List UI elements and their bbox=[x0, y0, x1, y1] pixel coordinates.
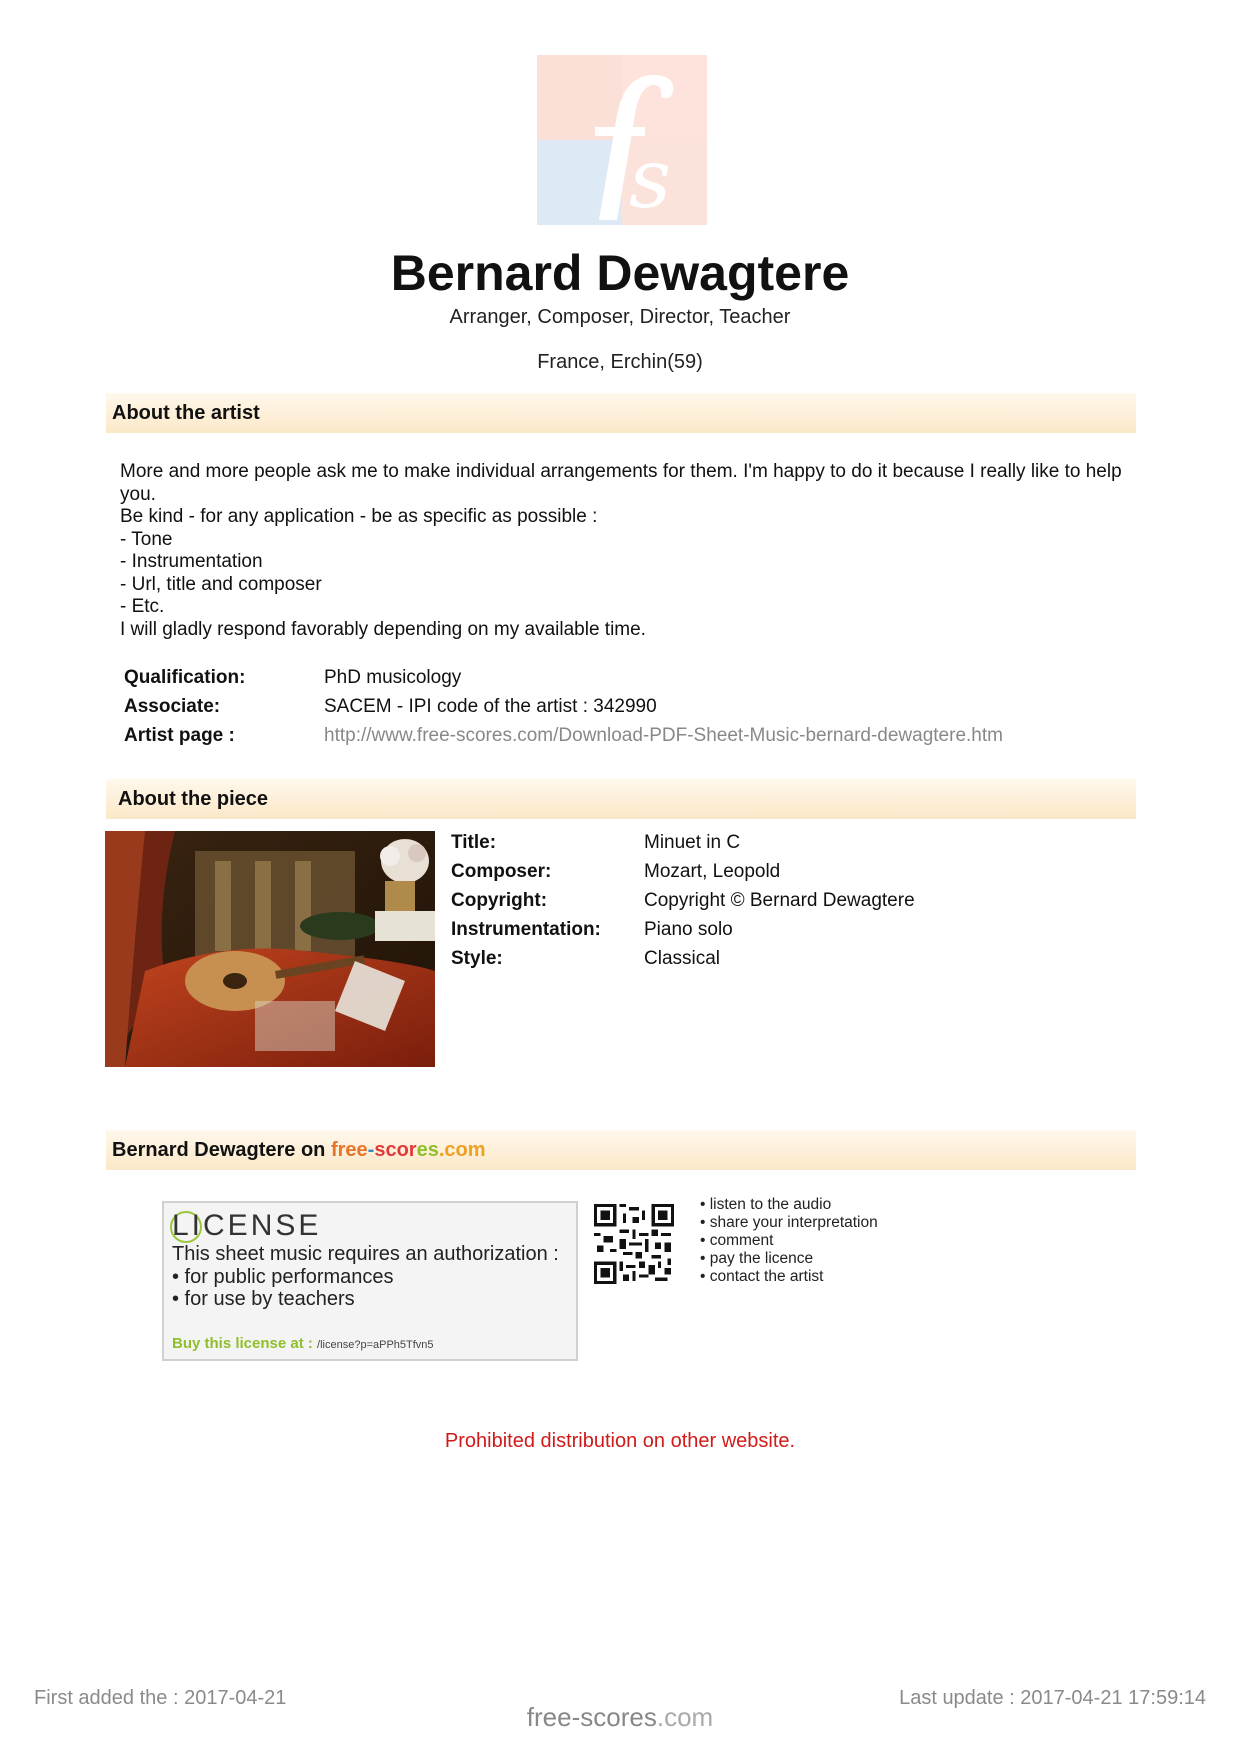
about-piece-header bbox=[106, 779, 1136, 819]
wordmark-part: .com bbox=[438, 1139, 486, 1161]
on-site-title bbox=[112, 1139, 486, 1162]
feature-item: • share your interpretation bbox=[700, 1214, 878, 1231]
free-scores-wordmark bbox=[331, 1139, 486, 1161]
bio-line: - Etc. bbox=[120, 596, 165, 617]
last-update-date: Last update : 2017-04-21 17:59:14 bbox=[899, 1687, 1206, 1709]
feature-item: • comment bbox=[700, 1232, 774, 1249]
about-artist-title: About the artist bbox=[112, 402, 260, 424]
artist-page-label: Artist page : bbox=[124, 725, 235, 746]
first-added-date: First added the : 2017-04-21 bbox=[34, 1687, 287, 1709]
style-label: Style: bbox=[451, 948, 503, 969]
wordmark-part: scor bbox=[374, 1139, 417, 1161]
instrumentation-label: Instrumentation: bbox=[451, 919, 601, 940]
bio-line: - Instrumentation bbox=[120, 551, 263, 572]
license-heading: LICENSE bbox=[172, 1209, 322, 1242]
footer-logo-suffix: .com bbox=[656, 1702, 714, 1732]
artist-bio bbox=[120, 461, 1130, 641]
bio-line: - Tone bbox=[120, 528, 173, 550]
feature-item: • pay the licence bbox=[700, 1250, 814, 1267]
license-text bbox=[172, 1243, 572, 1311]
qualification-value: PhD musicology bbox=[324, 667, 462, 688]
wordmark-part: free bbox=[330, 1139, 368, 1161]
wordmark-part: es bbox=[416, 1139, 439, 1161]
feature-item: • contact the artist bbox=[700, 1268, 824, 1285]
bio-line: Be kind - for any application - be as specific as possible : bbox=[120, 506, 598, 527]
artist-name: Bernard Dewagtere bbox=[390, 245, 850, 301]
qualification-label: Qualification: bbox=[124, 667, 246, 688]
associate-value: SACEM - IPI code of the artist : 342990 bbox=[324, 696, 657, 717]
on-site-prefix: Bernard Dewagtere on bbox=[112, 1139, 331, 1161]
copyright-value: Copyright © Bernard Dewagtere bbox=[644, 890, 915, 911]
free-scores-logo bbox=[537, 55, 707, 225]
on-site-header bbox=[106, 1130, 1136, 1170]
license-buy-label: Buy this license at : bbox=[172, 1335, 313, 1352]
license-box bbox=[162, 1201, 578, 1361]
artist-roles: Arranger, Composer, Director, Teacher bbox=[449, 306, 791, 328]
composer-label: Composer: bbox=[451, 861, 552, 882]
bio-line: - Url, title and composer bbox=[120, 573, 322, 595]
artist-location: France, Erchin(59) bbox=[537, 351, 703, 373]
title-value: Minuet in C bbox=[644, 832, 741, 853]
wordmark-part: - bbox=[367, 1139, 375, 1161]
feature-item: • listen to the audio bbox=[700, 1196, 832, 1213]
composer-value: Mozart, Leopold bbox=[644, 861, 781, 882]
license-requirement: This sheet music requires an authorization : bbox=[172, 1243, 559, 1265]
artist-page-link[interactable]: http://www.free-scores.com/Download-PDF-Sheet-Music-bernard-dewagtere.htm bbox=[324, 725, 1003, 746]
title-label: Title: bbox=[451, 832, 497, 853]
associate-label: Associate: bbox=[124, 696, 221, 717]
style-value: Classical bbox=[644, 948, 721, 969]
license-item: • for use by teachers bbox=[172, 1288, 355, 1310]
prohibited-notice: Prohibited distribution on other website. bbox=[444, 1430, 796, 1452]
features-list bbox=[700, 1196, 878, 1286]
bio-line: More and more people ask me to make individual arrangements for them. I'm happy to do it because I really like to help you. bbox=[120, 461, 1127, 505]
license-buy bbox=[172, 1335, 434, 1352]
footer-logo-main: free-scores bbox=[526, 1702, 657, 1732]
copyright-label: Copyright: bbox=[451, 890, 548, 911]
still-life-painting bbox=[105, 831, 435, 1067]
license-item: • for public performances bbox=[172, 1265, 394, 1288]
about-artist-header bbox=[106, 393, 1136, 433]
qr-code-icon[interactable] bbox=[594, 1204, 674, 1284]
license-buy-link[interactable]: /license?p=aPPh5Tfvn5 bbox=[317, 1339, 434, 1351]
bio-line: I will gladly respond favorably depending on my available time. bbox=[120, 618, 646, 640]
about-piece-title: About the piece bbox=[118, 788, 269, 810]
svg-text:s: s bbox=[629, 132, 672, 225]
instrumentation-value: Piano solo bbox=[644, 919, 733, 940]
footer-logo bbox=[0, 1702, 1240, 1733]
